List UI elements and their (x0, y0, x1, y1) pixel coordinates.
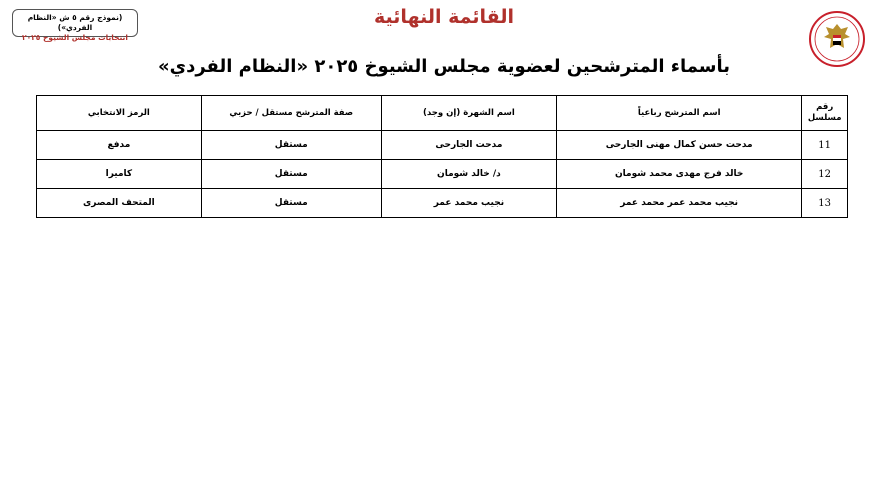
cell-name: مدحت حسن كمال مهنى الجارحى (557, 131, 802, 160)
page-title: بأسماء المترشحين لعضوية مجلس الشيوخ ٢٠٢٥ «النظام الفردي» (157, 56, 731, 77)
cell-fame-name: مدحت الجارحى (381, 131, 556, 160)
header-fame-name: اسم الشهرة (إن وجد) (381, 96, 556, 131)
form-number-box (12, 9, 138, 42)
header-status: صفة المترشح مستقل / حزبي (201, 96, 381, 131)
cell-serial: 11 (802, 131, 848, 160)
cell-fame-name: نجيب محمد عمر (381, 189, 556, 218)
table-row (37, 160, 848, 189)
cell-serial: 12 (802, 160, 848, 189)
cell-name: نجيب محمد عمر محمد عمر (557, 189, 802, 218)
header-serial: رقم مسلسل (802, 96, 848, 131)
cell-symbol: مدفع (37, 131, 202, 160)
cell-status: مستقل (201, 189, 381, 218)
table-header-row (37, 96, 848, 131)
cell-serial: 13 (802, 189, 848, 218)
election-label: انتخابات مجلس الشيوخ ٢٠٢٥ (22, 33, 128, 42)
cell-symbol: المتحف المصرى (37, 189, 202, 218)
header-symbol: الرمز الانتخابي (37, 96, 202, 131)
final-list-title: القائمة النهائية (374, 6, 514, 28)
cell-fame-name: د/ خالد شومان (381, 160, 556, 189)
header-name: اسم المترشح رباعياً (557, 96, 802, 131)
table-row (37, 189, 848, 218)
cell-symbol: كاميرا (37, 160, 202, 189)
cell-status: مستقل (201, 131, 381, 160)
cell-status: مستقل (201, 160, 381, 189)
cell-name: خالد فرج مهدى محمد شومان (557, 160, 802, 189)
table-row (37, 131, 848, 160)
candidates-table (36, 95, 848, 218)
form-number-label: (نموذج رقم ٥ ش «النظام الفردي») (27, 13, 123, 32)
